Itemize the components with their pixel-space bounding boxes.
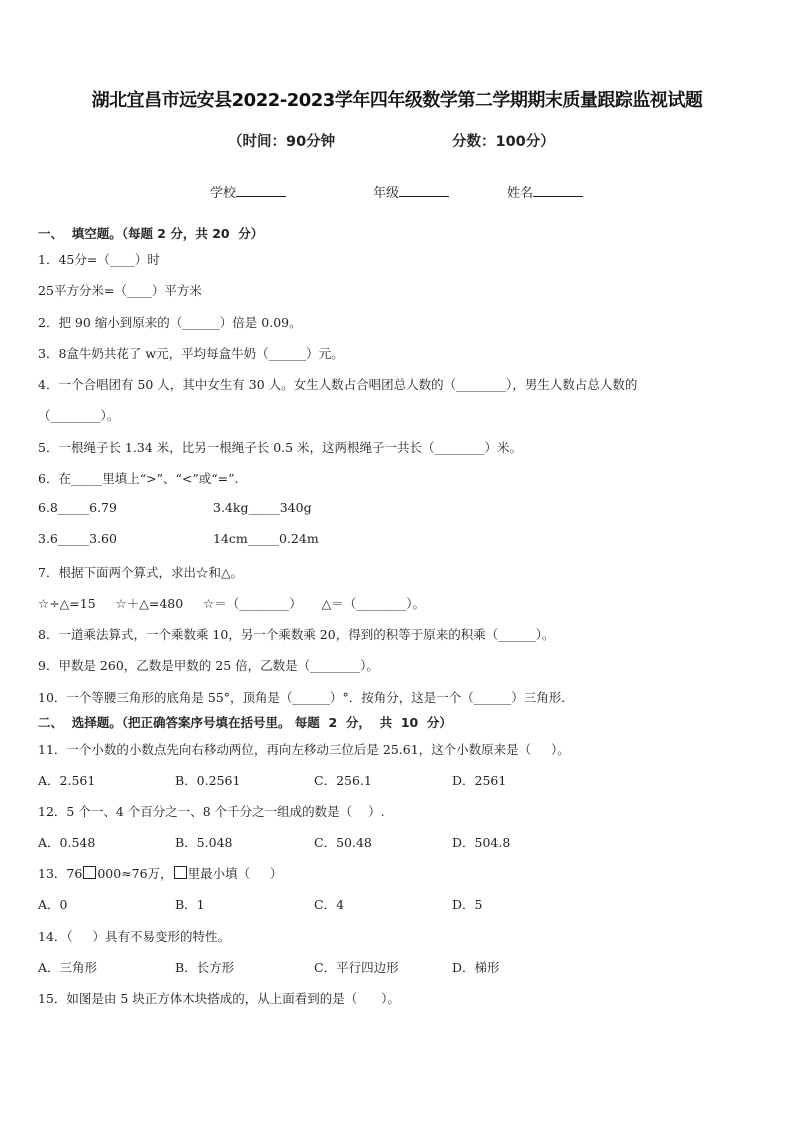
q14-option-b[interactable]: B．长方形 — [175, 960, 235, 975]
q13-option-d[interactable]: D．5 — [452, 897, 483, 912]
exam-title: 湖北宜昌市远安县2022-2023学年四年级数学第二学期期末质量跟踪监视试题 — [91, 90, 703, 111]
q12-option-a[interactable]: A．0.548 — [38, 835, 96, 850]
question-14: 14．（ ）具有不易变形的特性。 — [38, 929, 231, 944]
question-1a: 1．45分=（____）时 — [38, 252, 160, 267]
q12-option-b[interactable]: B．5.048 — [175, 835, 233, 850]
exam-time: （时间：90分钟 — [228, 134, 336, 150]
question-5: 5．一根绳子长 1.34 米，比另一根绳子长 0.5 米，这两根绳子一共长（________）米。 — [38, 440, 523, 455]
digit-box — [174, 866, 187, 879]
q11-option-b[interactable]: B．0.2561 — [175, 773, 241, 788]
section2-heading: 二、 选择题。（把正确答案序号填在括号里。 每题 2 分， 共 10 分） — [38, 715, 452, 730]
question-2: 2．把 90 缩小到原来的（______）倍是 0.09。 — [38, 315, 302, 330]
question-8: 8．一道乘法算式，一个乘数乘 10，另一个乘数乘 20，得到的积等于原来的积乘（______）。 — [38, 627, 555, 642]
question-4b: （________）。 — [38, 408, 120, 423]
q14-option-d[interactable]: D．梯形 — [452, 960, 500, 975]
question-6: 6．在_____里填上“>”、“<”或“=”. — [38, 471, 239, 486]
question-7-formulas: ☆÷△=15 ☆＋△=480 ☆＝（________） △＝（________）。 — [38, 596, 425, 611]
question-10: 10．一个等腰三角形的底角是 55°，顶角是（______）°．按角分，这是一个（______）三角形． — [38, 690, 574, 705]
question-11: 11．一个小数的小数点先向右移动两位，再向左移动三位后是 25.61，这个小数原来是（ ）。 — [38, 742, 570, 757]
q13-option-a[interactable]: A．0 — [38, 897, 68, 912]
question-1b: 25平方分米=（____）平方米 — [38, 283, 202, 298]
question-13-prefix: 13．76 — [38, 866, 83, 881]
school-field — [210, 182, 286, 201]
q13-option-b[interactable]: B．1 — [175, 897, 205, 912]
q14-option-c[interactable]: C．平行四边形 — [314, 960, 399, 975]
q12-option-d[interactable]: D．504.8 — [452, 835, 511, 850]
q12-option-c[interactable]: C．50.48 — [314, 835, 372, 850]
grade-label: 年级 — [373, 186, 400, 201]
question-12: 12．5 个一、4 个百分之一、8 个千分之一组成的数是（ ）. — [38, 804, 385, 819]
name-label: 姓名 — [507, 186, 534, 201]
section1-heading: 一、 填空题。（每题 2 分，共 20 分） — [38, 226, 264, 241]
q13-option-c[interactable]: C．4 — [314, 897, 345, 912]
digit-box — [83, 866, 96, 879]
exam-score: 分数：100分） — [452, 134, 555, 150]
q14-option-a[interactable]: A．三角形 — [38, 960, 98, 975]
question-13 — [38, 864, 282, 882]
question-6-item-3: 3.6_____3.60 — [38, 531, 117, 546]
q11-option-d[interactable]: D．2561 — [452, 773, 507, 788]
q11-option-a[interactable]: A．2.561 — [38, 773, 96, 788]
name-blank[interactable] — [533, 184, 583, 197]
q11-option-c[interactable]: C．256.1 — [314, 773, 372, 788]
question-15: 15．如图是由 5 块正方体木块搭成的，从上面看到的是（ ）。 — [38, 991, 400, 1006]
question-6-item-1: 6.8_____6.79 — [38, 500, 117, 515]
grade-blank[interactable] — [399, 184, 449, 197]
question-13-suffix: 里最小填（ ） — [187, 866, 283, 881]
name-field — [507, 182, 583, 201]
school-label: 学校 — [210, 186, 237, 201]
question-9: 9．甲数是 260，乙数是甲数的 25 倍，乙数是（________）。 — [38, 658, 379, 673]
question-6-item-4: 14cm_____0.24m — [213, 531, 319, 546]
question-3: 3．8盒牛奶共花了 w元，平均每盒牛奶（______）元。 — [38, 346, 344, 361]
school-blank[interactable] — [236, 184, 286, 197]
question-13-middle: 000≈76万， — [97, 866, 173, 881]
grade-field — [373, 182, 449, 201]
question-6-item-2: 3.4kg_____340g — [213, 500, 312, 515]
question-7: 7．根据下面两个算式，求出☆和△。 — [38, 565, 244, 580]
question-4a: 4．一个合唱团有 50 人，其中女生有 30 人。女生人数占合唱团总人数的（________），男生人数占总人数的 — [38, 377, 638, 392]
